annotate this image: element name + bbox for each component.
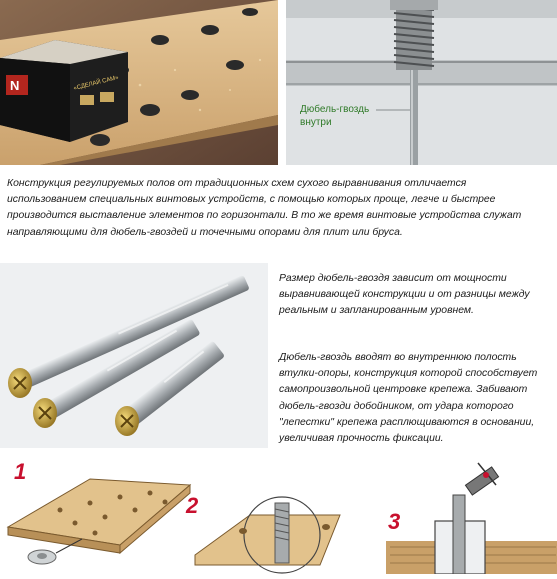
step-diagrams-illustration bbox=[0, 455, 557, 574]
callout-line-1: Дюбель-гвоздь bbox=[300, 104, 370, 115]
photo-dowel-nails bbox=[0, 263, 268, 448]
step-number-3: 3 bbox=[388, 509, 401, 534]
step-number-2: 2 bbox=[186, 493, 199, 518]
photo-board-with-box bbox=[0, 0, 278, 165]
callout-line-2: внутри bbox=[300, 117, 332, 128]
board-photo-illustration bbox=[0, 0, 278, 165]
box-slogan-text: «СДЕЛАЙ САМ» bbox=[73, 74, 120, 92]
step-diagrams bbox=[0, 455, 557, 574]
box-brand-text: N bbox=[10, 78, 20, 93]
paragraph-size: Размер дюбель-гвоздя зависит от мощности выравнивающей конструкции и от разницы между реальным и запланированным уровнем. bbox=[279, 273, 530, 317]
photo-threaded-support bbox=[286, 0, 557, 165]
support-illustration bbox=[286, 0, 557, 165]
dowel-nails-illustration bbox=[0, 263, 268, 448]
step-number-1: 1 bbox=[14, 459, 27, 484]
paragraph-insertion: Дюбель-гвоздь вводят во внутреннюю полость втулки-опоры, конструкция которой способствует самопроизвольной центровке крепежа. Забивают дюбель-гвозди добойником, от удара которого "лепестки" крепежа расплющиваются в основании, увеличивая прочность фиксации. bbox=[279, 352, 538, 445]
paragraph-intro: Конструкция регулируемых полов от традиционных схем сухого выравнивания отличается использованием специальных винтовых устройств, с помощью которых проще, легче и быстрее производится выставление элементов по горизонтали. В то же время винтовые устройства служат направляющими для дюбель-гвоздей и точечными опорами для плит или бруса. bbox=[7, 178, 522, 238]
